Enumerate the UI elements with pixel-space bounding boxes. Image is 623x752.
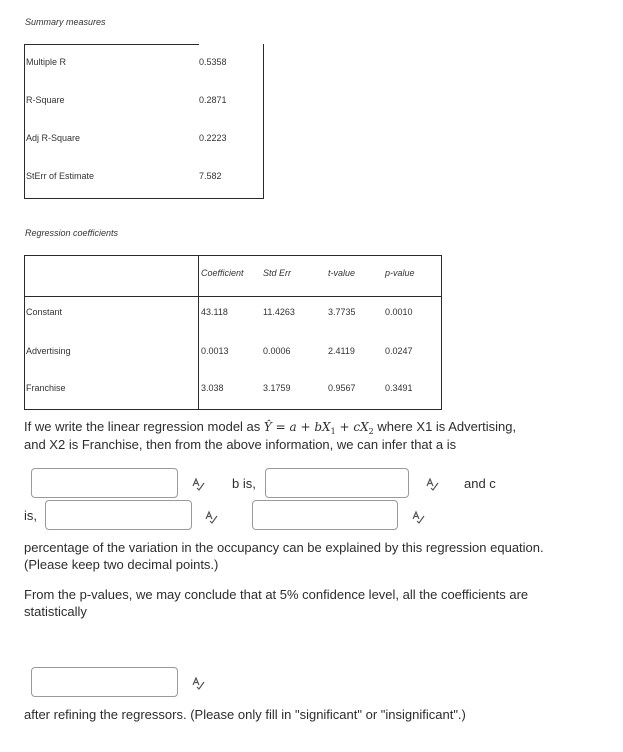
- question-part1-post: where X1 is Advertising,: [377, 419, 517, 434]
- header-coefficient: Coefficient: [201, 268, 244, 278]
- significance-input[interactable]: [32, 668, 177, 696]
- summary-top-border: [24, 44, 199, 45]
- a-input[interactable]: [32, 469, 177, 497]
- percentage-input[interactable]: [253, 501, 397, 529]
- header-t-value: t-value: [328, 268, 356, 278]
- model-equation: [264, 420, 374, 434]
- row-label-franchise: Franchise: [26, 383, 66, 393]
- constant-stderr: 11.4263: [263, 307, 295, 317]
- a-answer-box: [31, 468, 178, 498]
- row-label-constant: Constant: [26, 307, 63, 317]
- summary-label-sterr: StErr of Estimate: [26, 171, 95, 181]
- is-label: is,: [24, 508, 37, 523]
- model-y-hat: Ŷ: [263, 420, 272, 434]
- b-input[interactable]: [266, 469, 408, 497]
- b-answer-box: [265, 468, 409, 498]
- advertising-coef: 0.0013: [201, 346, 229, 356]
- summary-label-r-square: R-Square: [26, 95, 65, 105]
- franchise-stderr: 3.1759: [263, 383, 291, 393]
- regression-bottom-border: [24, 409, 442, 410]
- spellcheck-icon-a[interactable]: [191, 477, 205, 491]
- question-part1-pre: If we write the linear regression model as: [24, 419, 261, 434]
- regression-right-border: [441, 255, 442, 410]
- percentage-answer-box: [252, 500, 398, 530]
- franchise-coef: 3.038: [201, 383, 224, 393]
- b-is-label: b is,: [232, 476, 256, 491]
- c-input[interactable]: [46, 501, 191, 529]
- header-p-value: p-value: [385, 268, 415, 278]
- summary-value-adj-r-square: 0.2223: [199, 133, 227, 143]
- significance-answer-box: [31, 667, 178, 697]
- regression-title: Regression coefficients: [25, 228, 119, 238]
- model-eq-c: + cX: [339, 420, 369, 434]
- franchise-p: 0.3491: [385, 383, 413, 393]
- pvalue-text: From the p-values, we may conclude that at 5% confidence level, all the coefficients are statistically: [24, 587, 529, 619]
- advertising-stderr: 0.0006: [263, 346, 291, 356]
- summary-left-border: [24, 44, 25, 199]
- summary-right-border: [263, 44, 264, 199]
- summary-value-r-square: 0.2871: [199, 95, 227, 105]
- constant-coef: 43.118: [201, 307, 228, 317]
- summary-value-sterr: 7.582: [199, 171, 222, 181]
- summary-label-adj-r-square: Adj R-Square: [26, 133, 81, 143]
- model-eq-a-b: = a + bX: [275, 420, 331, 434]
- spellcheck-icon-significance[interactable]: [191, 676, 205, 690]
- regression-header-divider: [24, 296, 442, 297]
- summary-bottom-border: [24, 198, 264, 199]
- constant-t: 3.7735: [328, 307, 356, 317]
- summary-value-multiple-r: 0.5358: [199, 57, 227, 67]
- and-c-label: and c: [464, 476, 496, 491]
- c-answer-box: [45, 500, 192, 530]
- header-std-err: Std Err: [263, 268, 292, 278]
- regression-column-divider: [198, 255, 199, 410]
- advertising-p: 0.0247: [385, 346, 413, 356]
- model-sub-2: 2: [368, 427, 374, 436]
- summary-label-multiple-r: Multiple R: [26, 57, 67, 67]
- model-sub-1: 1: [330, 427, 336, 436]
- spellcheck-icon-b[interactable]: [425, 477, 439, 491]
- spellcheck-icon-c[interactable]: [204, 510, 218, 524]
- percentage-text: percentage of the variation in the occupancy can be explained by this regression equation. (Please keep two decimal points.): [24, 540, 544, 572]
- constant-p: 0.0010: [385, 307, 413, 317]
- spellcheck-icon-percentage[interactable]: [411, 510, 425, 524]
- regression-left-border: [24, 255, 25, 410]
- summary-title: Summary measures: [25, 17, 106, 27]
- regression-top-border: [24, 255, 442, 256]
- final-text: after refining the regressors. (Please only fill in "significant" or "insignificant".): [24, 707, 466, 722]
- franchise-t: 0.9567: [328, 383, 356, 393]
- question-line-2: and X2 is Franchise, then from the above information, we can infer that a is: [24, 437, 457, 452]
- advertising-t: 2.4119: [328, 346, 355, 356]
- row-label-advertising: Advertising: [26, 346, 71, 356]
